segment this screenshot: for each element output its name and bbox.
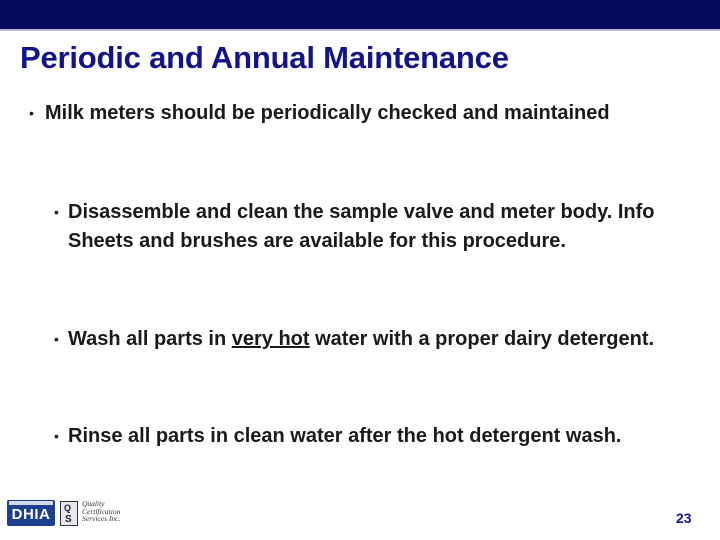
header-bar <box>0 0 720 29</box>
bullet-disassemble <box>54 198 708 256</box>
bullet-glyph: • <box>29 105 34 121</box>
qcs-logo-text <box>82 500 142 523</box>
qcs-mark-s: S <box>65 514 72 525</box>
page-number: 23 <box>676 510 692 526</box>
footer-logos <box>7 498 137 528</box>
bullet-text: Disassemble and clean the sample valve and meter body. Info Sheets and brushes are available for this procedure. <box>68 201 655 252</box>
bullet-text-pre: Wash all parts in <box>68 328 232 350</box>
bullet-level1 <box>29 99 645 128</box>
dhia-logo-text: DHIA <box>11 506 51 523</box>
emphasis-very-hot: very hot <box>231 328 310 350</box>
bullet-rinse <box>54 422 708 451</box>
dhia-logo <box>7 500 55 526</box>
bullet-text-post: water with a proper dairy detergent. <box>309 328 655 350</box>
slide-title: Periodic and Annual Maintenance <box>20 40 509 75</box>
bullet-glyph: • <box>54 331 59 347</box>
qcs-line: Services Inc. <box>82 514 121 523</box>
bullet-text: Milk meters should be periodically checked and maintained <box>45 102 610 124</box>
bullet-wash <box>54 325 708 354</box>
bullet-text: Rinse all parts in clean water after the hot detergent wash. <box>68 425 622 447</box>
bullet-glyph: • <box>54 428 59 444</box>
dhia-logo-band <box>9 501 53 505</box>
qcs-line: Quality <box>82 499 105 508</box>
header-divider <box>0 29 720 31</box>
qcs-logo-mark <box>60 501 78 526</box>
qcs-line: Certification <box>82 506 121 516</box>
qcs-mark-q: Q <box>64 503 72 513</box>
bullet-glyph: • <box>54 204 59 220</box>
